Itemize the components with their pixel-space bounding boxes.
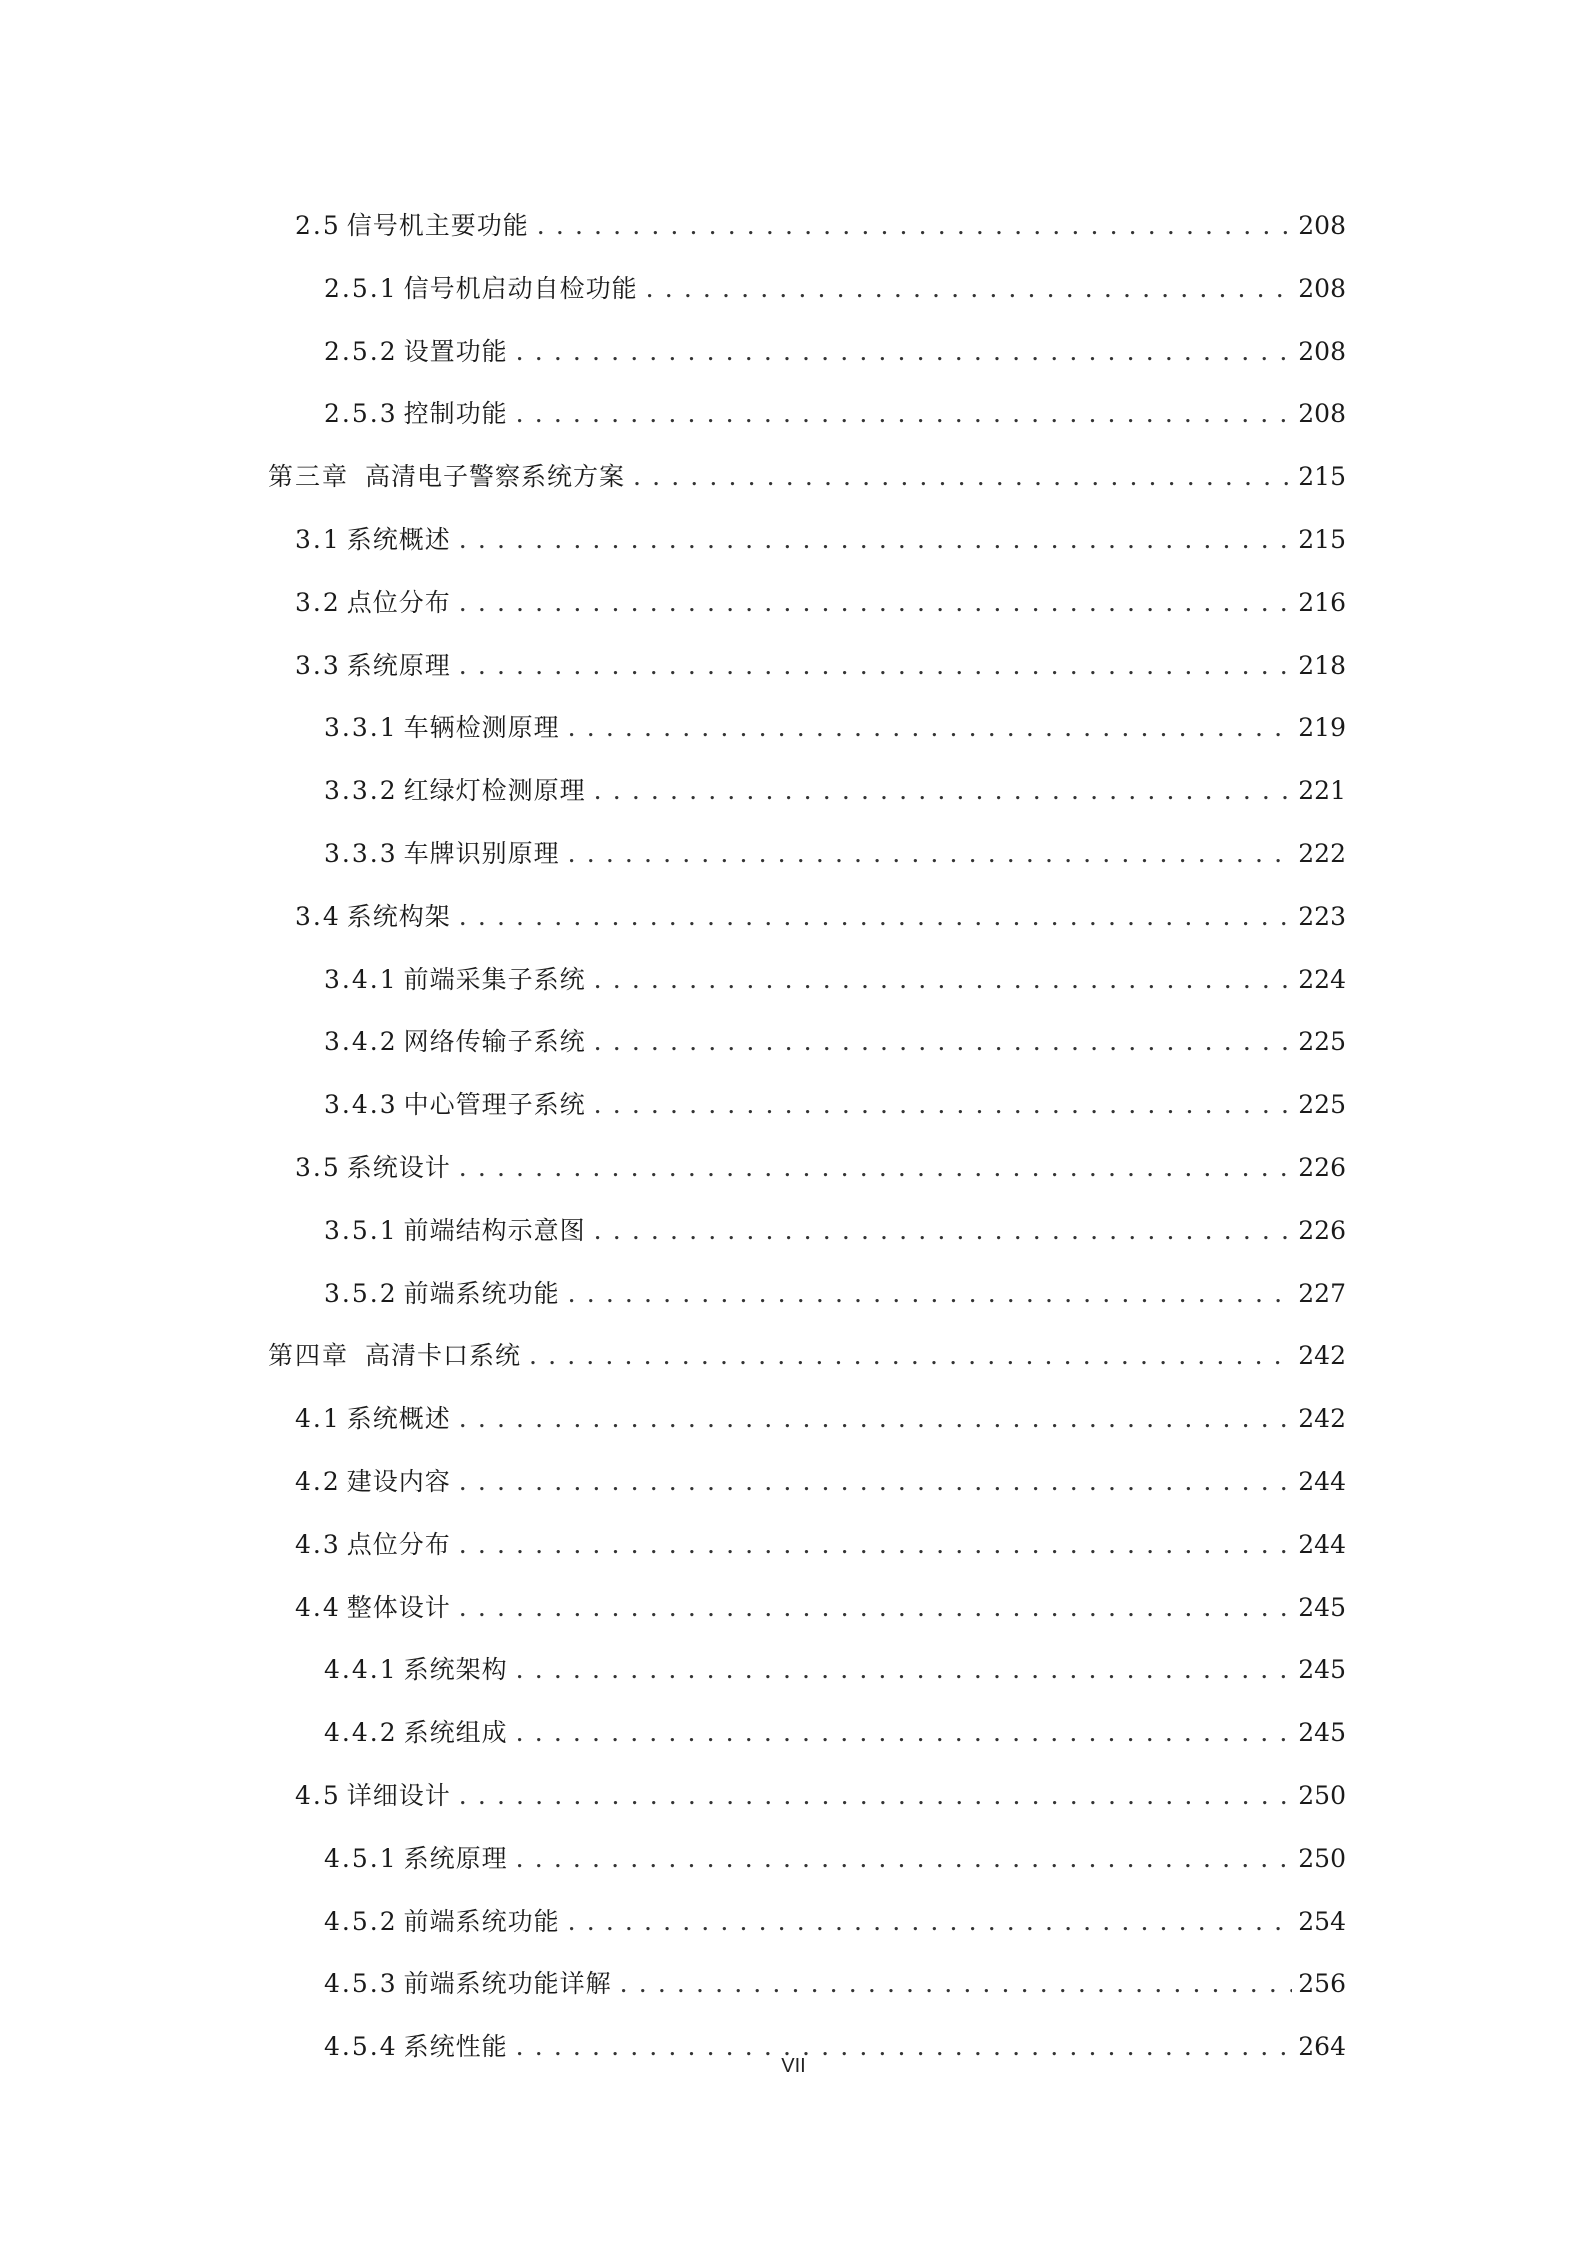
toc-dot-leader (459, 1514, 1293, 1577)
toc-entry-page: 215 (1298, 462, 1346, 492)
toc-entry-page: 227 (1298, 1278, 1346, 1308)
page-number-footer: VII (781, 2055, 806, 2077)
toc-entry-number: 3.3.2 (324, 776, 398, 806)
toc-entry-title: 点位分布 (346, 1529, 451, 1559)
toc-entry-title: 红绿灯检测原理 (403, 776, 586, 806)
toc-entry-page: 245 (1298, 1592, 1346, 1622)
toc-entry-title: 详细设计 (346, 1780, 451, 1810)
toc-entry-number: 4.4.2 (324, 1718, 398, 1748)
toc-entry-number: 3.4.1 (324, 964, 398, 994)
toc-entry-title: 点位分布 (346, 587, 451, 617)
toc-entry-title: 前端系统功能 (403, 1906, 560, 1936)
toc-entry-number: 4.2 (295, 1466, 341, 1496)
toc-entry-page: 208 (1298, 399, 1346, 429)
toc-entry-title: 系统架构 (403, 1655, 508, 1685)
toc-entry-number: 4.4.1 (324, 1655, 398, 1685)
toc-entry-title: 高清电子警察系统方案 (365, 462, 626, 492)
toc-entry-number: 第四章 (268, 1341, 350, 1371)
toc-entry[interactable] (268, 1765, 1346, 1828)
toc-entry-number: 3.4.2 (324, 1027, 398, 1057)
toc-entry[interactable] (268, 321, 1346, 384)
toc-entry-title: 信号机主要功能 (346, 211, 529, 240)
toc-entry-title: 系统概述 (346, 1404, 451, 1434)
toc-entry-number: 2.5.1 (324, 273, 398, 303)
toc-dot-leader (529, 1325, 1292, 1388)
toc-entry-page: 254 (1298, 1906, 1346, 1936)
toc-entry[interactable] (268, 1200, 1346, 1263)
toc-entry-page: 224 (1298, 964, 1346, 994)
toc-entry-title: 高清卡口系统 (365, 1341, 522, 1371)
toc-entry-page: 208 (1298, 273, 1346, 303)
toc-entry-title: 系统概述 (346, 524, 451, 554)
toc-dot-leader (568, 697, 1293, 760)
toc-entry-title: 前端采集子系统 (403, 964, 586, 994)
toc-entry[interactable] (268, 572, 1346, 635)
toc-dot-leader (594, 1074, 1293, 1137)
toc-dot-leader (459, 1388, 1293, 1451)
toc-entry[interactable] (268, 697, 1346, 760)
toc-dot-leader (459, 572, 1293, 635)
toc-entry[interactable] (268, 1639, 1346, 1702)
toc-entry[interactable] (268, 949, 1346, 1012)
toc-dot-leader (459, 1451, 1293, 1514)
toc-entry-number: 2.5 (295, 211, 341, 240)
toc-dot-leader (459, 1765, 1293, 1828)
toc-entry-number: 3.3 (295, 650, 341, 680)
toc-entry-page: 225 (1298, 1090, 1346, 1120)
toc-entry-page: 222 (1298, 838, 1346, 868)
toc-entry-number: 4.5.1 (324, 1843, 398, 1873)
toc-entry-number: 3.4.3 (324, 1090, 398, 1120)
toc-entry[interactable] (268, 1137, 1346, 1200)
toc-entry-page: 225 (1298, 1027, 1346, 1057)
toc-dot-leader (516, 1639, 1293, 1702)
toc-dot-leader (459, 509, 1293, 572)
toc-dot-leader (516, 1702, 1293, 1765)
toc-entry[interactable] (268, 823, 1346, 886)
toc-entry-page: 244 (1298, 1529, 1346, 1559)
toc-entry[interactable] (268, 1263, 1346, 1326)
toc-entry[interactable] (268, 1074, 1346, 1137)
toc-entry-page: 221 (1298, 776, 1346, 806)
toc-entry-title: 前端系统功能详解 (403, 1969, 612, 1999)
toc-dot-leader (516, 1828, 1293, 1891)
toc-entry-title: 系统原理 (403, 1843, 508, 1873)
toc-entry[interactable] (268, 1388, 1346, 1451)
toc-entry-page: 250 (1298, 1780, 1346, 1810)
toc-entry-number: 4.5.2 (324, 1906, 398, 1936)
toc-dot-leader (568, 823, 1293, 886)
toc-dot-leader (459, 1577, 1293, 1640)
toc-entry-title: 系统设计 (346, 1152, 451, 1182)
toc-entry-number: 3.4 (295, 901, 341, 931)
toc-entry[interactable] (268, 195, 1346, 258)
toc-dot-leader (646, 258, 1293, 321)
toc-entry-number: 4.5 (295, 1780, 341, 1810)
toc-dot-leader (633, 446, 1292, 509)
toc-entry-number: 3.5.1 (324, 1215, 398, 1245)
toc-dot-leader (516, 321, 1293, 384)
toc-entry-page: 264 (1298, 2032, 1346, 2062)
toc-entry-title: 前端结构示意图 (403, 1215, 586, 1245)
toc-entry-page: 242 (1298, 1404, 1346, 1434)
toc-entry-number: 3.3.3 (324, 838, 398, 868)
toc-entry-number: 4.5.4 (324, 2032, 398, 2062)
toc-dot-leader (516, 383, 1293, 446)
toc-dot-leader (568, 1891, 1293, 1954)
toc-entry-title: 建设内容 (346, 1466, 451, 1496)
toc-entry-number: 第三章 (268, 462, 350, 492)
toc-entry-page: 245 (1298, 1655, 1346, 1685)
toc-entry[interactable] (268, 1514, 1346, 1577)
toc-entry[interactable] (268, 1891, 1346, 1954)
toc-dot-leader (537, 195, 1293, 258)
toc-entry-page: 244 (1298, 1466, 1346, 1496)
toc-entry-number: 2.5.2 (324, 336, 398, 366)
toc-entry-title: 系统性能 (403, 2032, 508, 2062)
toc-dot-leader (620, 1953, 1293, 2016)
toc-entry-number: 3.3.1 (324, 713, 398, 743)
toc-entry[interactable] (268, 886, 1346, 949)
toc-dot-leader (459, 1137, 1293, 1200)
toc-entry[interactable] (268, 1702, 1346, 1765)
toc-chapter-entry[interactable] (268, 1325, 1346, 1388)
toc-entry-page: 208 (1298, 336, 1346, 366)
toc-dot-leader (459, 635, 1293, 698)
toc-dot-leader (594, 949, 1293, 1012)
toc-entry-title: 信号机启动自检功能 (403, 273, 638, 303)
toc-entry-title: 前端系统功能 (403, 1278, 560, 1308)
toc-entry[interactable] (268, 383, 1346, 446)
toc-entry-title: 系统组成 (403, 1718, 508, 1748)
toc-entry-title: 系统构架 (346, 901, 451, 931)
toc-entry-page: 245 (1298, 1718, 1346, 1748)
toc-entry-title: 整体设计 (346, 1592, 451, 1622)
toc-entry-number: 3.2 (295, 587, 341, 617)
toc-entry-title: 车牌识别原理 (403, 838, 560, 868)
toc-entry[interactable] (268, 760, 1346, 823)
toc-entry-page: 223 (1298, 901, 1346, 931)
toc-entry-number: 4.1 (295, 1404, 341, 1434)
toc-entry[interactable] (268, 509, 1346, 572)
toc-entry-page: 250 (1298, 1843, 1346, 1873)
toc-dot-leader (594, 1011, 1293, 1074)
toc-entry-number: 3.5.2 (324, 1278, 398, 1308)
toc-entry[interactable] (268, 1953, 1346, 2016)
toc-entry[interactable] (268, 258, 1346, 321)
toc-entry-title: 控制功能 (403, 399, 508, 429)
toc-entry-title: 设置功能 (403, 336, 508, 366)
toc-entry[interactable] (268, 1828, 1346, 1891)
toc-entry[interactable] (268, 1577, 1346, 1640)
toc-entry-number: 3.5 (295, 1152, 341, 1182)
toc-dot-leader (459, 886, 1293, 949)
toc-entry-number: 3.1 (295, 524, 341, 554)
toc-entry-page: 208 (1298, 211, 1346, 240)
table-of-contents (268, 195, 1346, 2079)
toc-entry-page: 215 (1298, 524, 1346, 554)
toc-entry-title: 车辆检测原理 (403, 713, 560, 743)
toc-entry[interactable] (268, 1011, 1346, 1074)
toc-entry[interactable] (268, 1451, 1346, 1514)
toc-entry-page: 226 (1298, 1215, 1346, 1245)
toc-entry-page: 216 (1298, 587, 1346, 617)
toc-entry-page: 226 (1298, 1152, 1346, 1182)
toc-entry-number: 4.3 (295, 1529, 341, 1559)
toc-entry-page: 256 (1298, 1969, 1346, 1999)
toc-dot-leader (594, 1200, 1293, 1263)
toc-entry-title: 中心管理子系统 (403, 1090, 586, 1120)
toc-entry-title: 网络传输子系统 (403, 1027, 586, 1057)
toc-dot-leader (594, 760, 1293, 823)
toc-dot-leader (568, 1263, 1293, 1326)
toc-entry-number: 4.5.3 (324, 1969, 398, 1999)
toc-entry-page: 242 (1298, 1341, 1346, 1371)
toc-entry-number: 2.5.3 (324, 399, 398, 429)
toc-entry-number: 4.4 (295, 1592, 341, 1622)
toc-chapter-entry[interactable] (268, 446, 1346, 509)
toc-entry-page: 218 (1298, 650, 1346, 680)
toc-entry-page: 219 (1298, 713, 1346, 743)
toc-entry-title: 系统原理 (346, 650, 451, 680)
toc-entry[interactable] (268, 635, 1346, 698)
